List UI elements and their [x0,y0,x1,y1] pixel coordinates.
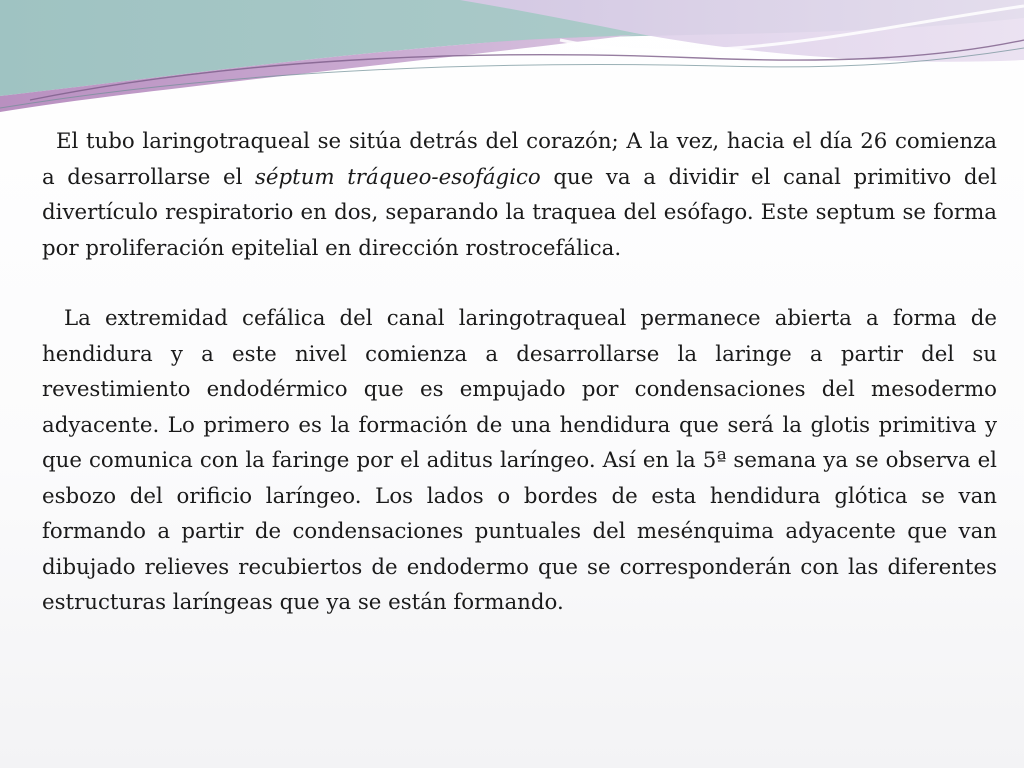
body-text [42,124,997,621]
paragraph-1 [42,124,997,266]
paragraph-1-intro: El tubo laringotraqueal se sitúa detrás del corazón; A la vez, hacia el día 26 comienza a desarrollarse el [42,129,997,190]
decorative-wave-header [0,0,1024,130]
paragraph-1-emphasis: séptum tráqueo-esofágico [254,164,541,190]
paragraph-1-rest: que va a dividir el canal primitivo del divertículo respiratorio en dos, separando la traquea del esófago. Este septum se forma por proliferación epitelial en dirección rostrocefálica. [42,164,997,261]
paragraph-2: La extremidad cefálica del canal laringotraqueal permanece abierta a forma de hendidura y a este nivel comienza a desarrollarse la laringe a partir del su revestimiento endodérmico que es empujado por condensaciones del mesodermo adyacente. Lo primero es la formación de una hendidura que será la glotis primitiva y que comunica con la faringe por el aditus laríngeo. Así en la 5ª semana ya se observa el esbozo del orificio laríngeo. Los lados o bordes de esta hendidura glótica se van formando a partir de condensaciones puntuales del mesénquima adyacente que van dibujado relieves recubiertos de endodermo que se corresponderán con las diferentes estructuras laríngeas que ya se están formando. [42,306,997,615]
